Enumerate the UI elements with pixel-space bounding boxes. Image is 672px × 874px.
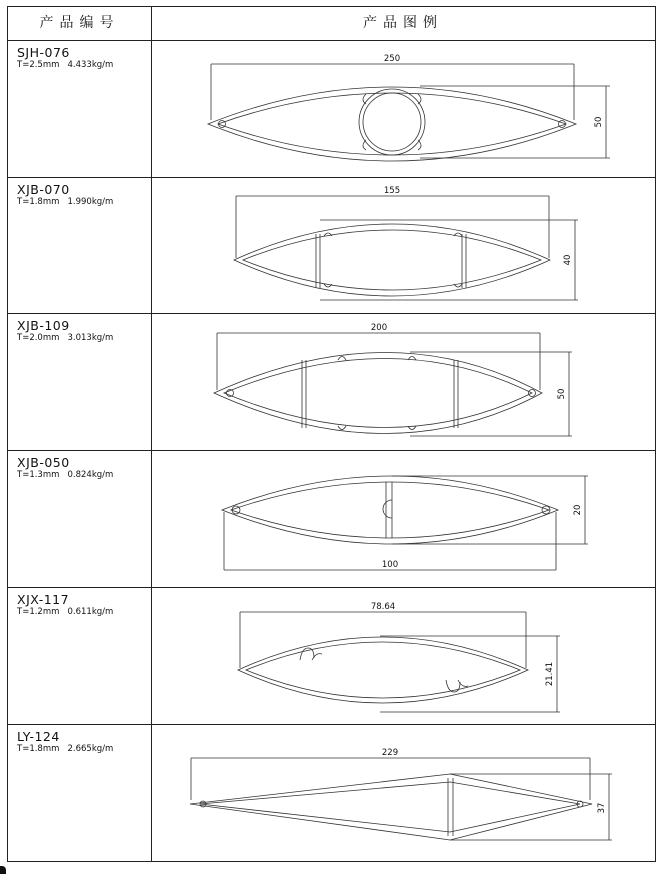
profile-drawing-xjb-109 bbox=[214, 333, 572, 436]
header-product-code: 产品编号 bbox=[39, 15, 120, 31]
profile-drawing-xjb-050 bbox=[222, 476, 588, 570]
product-code: XJB-109 bbox=[17, 318, 70, 333]
dimension-width-label: 155 bbox=[383, 186, 401, 196]
dimension-width-label: 229 bbox=[381, 748, 399, 758]
product-code: XJB-050 bbox=[17, 455, 70, 470]
dimension-height-label: 37 bbox=[597, 802, 607, 814]
profile-drawing-ly-124 bbox=[190, 758, 612, 840]
product-spec: T=2.5mm 4.433kg/m bbox=[17, 60, 114, 70]
header-product-figure: 产品图例 bbox=[363, 15, 443, 31]
dimension-width-label: 100 bbox=[381, 560, 399, 570]
dimension-height-label: 21.41 bbox=[545, 661, 555, 687]
profile-drawing-sjh-076 bbox=[208, 64, 610, 161]
dimension-width-label: 78.64 bbox=[370, 602, 396, 612]
product-spec: T=1.8mm 2.665kg/m bbox=[17, 744, 114, 754]
product-code: SJH-076 bbox=[17, 45, 70, 60]
profile-drawing-xjx-117 bbox=[238, 612, 560, 712]
dimension-width-label: 250 bbox=[383, 54, 401, 64]
product-spec: T=1.8mm 1.990kg/m bbox=[17, 197, 114, 207]
product-spec: T=1.2mm 0.611kg/m bbox=[17, 607, 114, 617]
dimension-width-label: 200 bbox=[370, 323, 388, 333]
product-code: XJX-117 bbox=[17, 592, 70, 607]
dimension-height-label: 20 bbox=[573, 504, 583, 516]
product-spec: T=2.0mm 3.013kg/m bbox=[17, 333, 114, 343]
dimension-height-label: 40 bbox=[563, 254, 573, 266]
dimension-height-label: 50 bbox=[594, 116, 604, 128]
product-code: LY-124 bbox=[17, 729, 60, 744]
profile-drawing-xjb-070 bbox=[234, 196, 578, 300]
product-spec: T=1.3mm 0.824kg/m bbox=[17, 470, 114, 480]
page-corner-mark bbox=[0, 866, 6, 874]
product-code: XJB-070 bbox=[17, 182, 70, 197]
dimension-height-label: 50 bbox=[557, 388, 567, 400]
